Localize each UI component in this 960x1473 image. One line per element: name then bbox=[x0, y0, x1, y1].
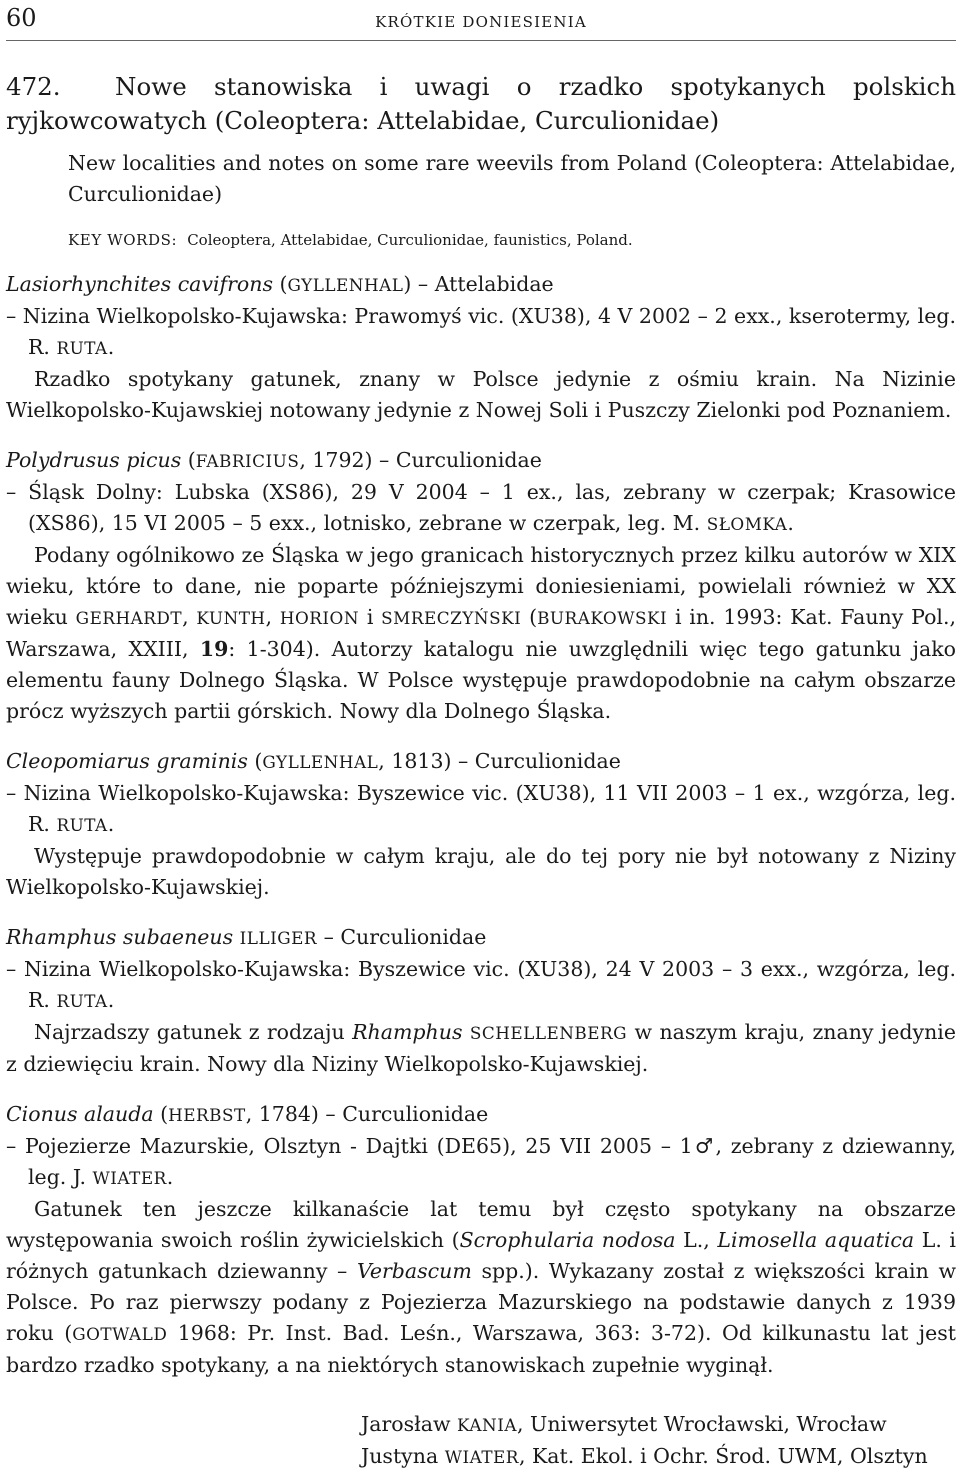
keywords-label: KEY WORDS: bbox=[68, 231, 178, 249]
species-note bbox=[6, 540, 956, 727]
species-author: GYLLENHAL bbox=[262, 752, 379, 772]
note-text: L. i różnych gatunkach dziewanny – bbox=[6, 1228, 956, 1283]
author-line bbox=[361, 1409, 956, 1441]
collector-name: SŁOMKA bbox=[706, 514, 788, 534]
collector-name: RUTA bbox=[56, 991, 108, 1011]
record-end: . bbox=[107, 335, 115, 359]
author-affiliation: , Kat. Ekol. i Ochr. Środ. UWM, Olsztyn bbox=[518, 1444, 928, 1468]
author-first-name: Jarosław bbox=[361, 1412, 458, 1436]
species-heading bbox=[6, 922, 956, 954]
cited-author: GOTWALD bbox=[72, 1324, 168, 1344]
collector-name: RUTA bbox=[56, 815, 108, 835]
cited-author: SMRECZYŃSKI bbox=[381, 608, 522, 628]
record-end: . bbox=[107, 988, 115, 1012]
record-entry bbox=[6, 477, 956, 540]
species-family: – Curculionidae bbox=[317, 925, 487, 949]
author-line bbox=[361, 1441, 956, 1473]
author-block bbox=[6, 1409, 956, 1473]
species-name: Polydrusus picus bbox=[6, 448, 182, 472]
note-text: 1968: Pr. Inst. Bad. Leśn., Warszawa, 363: 3-72). Od kilkunastu lat jest bardzo rzadko spotykany, a na niektórych stanowiskach zupełnie wyginął. bbox=[6, 1321, 957, 1377]
species-family: ) – Attelabidae bbox=[403, 272, 554, 296]
keywords-text: Coleoptera, Attelabidae, Curculionidae, faunistics, Poland. bbox=[187, 231, 633, 249]
record-text: – Nizina Wielkopolsko-Kujawska: Byszewice vic. (XU38), 11 VII 2003 – 1 ex., wzgórza, leg. R. bbox=[6, 781, 956, 836]
plant-name: Scrophularia nodosa bbox=[459, 1228, 676, 1252]
species-heading bbox=[6, 1099, 956, 1131]
species-note bbox=[6, 1194, 956, 1381]
running-title: KRÓTKIE DONIESIENIA bbox=[375, 13, 587, 31]
record-text: – Pojezierze Mazurskie, Olsztyn - Dajtki (DE65), 25 VII 2005 – 1♂, zebrany z dziewanny, leg. J. bbox=[6, 1134, 956, 1189]
header-rule bbox=[6, 40, 956, 41]
note-text: : 1-304). Autorzy katalogu nie uwzględnili więc tego gatunku jako elementu fauny Dolnego Śląska. W Polsce występuje prawdopodobnie na całym obszarze prócz wyższych partii górskich. Nowy dla Dolnego Śląska. bbox=[6, 637, 956, 723]
record-entry bbox=[6, 301, 956, 364]
title-pl-text: Nowe stanowiska i uwagi o rzadko spotykanych polskich ryjkowcowatych (Coleoptera: Attelabidae, Curculionidae) bbox=[6, 72, 956, 135]
article-title-en: New localities and notes on some rare weevils from Poland (Coleoptera: Attelabidae, Curculionidae) bbox=[68, 151, 956, 206]
author-affiliation: , Uniwersytet Wrocławski, Wrocław bbox=[517, 1412, 887, 1436]
note-text: L., bbox=[675, 1228, 718, 1252]
record-text: – Nizina Wielkopolsko-Kujawska: Prawomyś vic. (XU38), 4 V 2002 – 2 exx., kserotermy, leg. R. bbox=[6, 304, 956, 359]
heading-punct: ( bbox=[272, 272, 288, 296]
species-heading bbox=[6, 269, 956, 301]
note-text: w naszym kraju, znany jedynie z dziewięciu krain. Nowy dla Niziny Wielkopolsko-Kujawskiej. bbox=[6, 1020, 956, 1076]
record-end: . bbox=[107, 812, 115, 836]
genus-name: Rhamphus bbox=[352, 1020, 463, 1044]
collector-name: RUTA bbox=[56, 338, 108, 358]
page-number: 60 bbox=[6, 4, 37, 32]
author-last-name: WIATER bbox=[444, 1447, 519, 1467]
keywords-line bbox=[6, 230, 956, 250]
article-title-pl bbox=[6, 70, 956, 138]
species-note: Rzadko spotykany gatunek, znany w Polsce jedynie z ośmiu krain. Na Nizinie Wielkopolsko-Kujawskiej notowany jedynie z Nowej Soli i Puszczy Zielonki pod Poznaniem. bbox=[6, 367, 956, 422]
cited-author: HORION bbox=[279, 608, 360, 628]
author-last-name: KANIA bbox=[457, 1415, 518, 1435]
species-family: , 1813) – Curculionidae bbox=[378, 749, 621, 773]
record-text: – Śląsk Dolny: Lubska (XS86), 29 V 2004 – 1 ex., las, zebrany w czerpak; Krasowice (XS86), 15 VI 2005 – 5 exx., lotnisko, zebrane w czerpak, leg. M. bbox=[6, 480, 956, 535]
cited-author: KUNTH bbox=[196, 608, 266, 628]
cited-author: SCHELLENBERG bbox=[469, 1023, 628, 1043]
cited-author: BURAKOWSKI bbox=[537, 608, 668, 628]
note-text: , bbox=[265, 605, 280, 629]
note-text: i bbox=[359, 605, 382, 629]
species-family: , 1784) – Curculionidae bbox=[245, 1102, 489, 1126]
collector-name: WIATER bbox=[92, 1168, 167, 1188]
species-note bbox=[6, 1017, 956, 1080]
species-family: , 1792) – Curculionidae bbox=[299, 448, 542, 472]
species-name: Lasiorhynchites cavifrons bbox=[6, 272, 273, 296]
record-end: . bbox=[787, 511, 794, 535]
species-author: FABRICIUS bbox=[195, 451, 300, 471]
note-text: i in. 1993: Kat. Fauny Pol., Warszawa, XXIII, bbox=[6, 605, 956, 661]
article-number: 472. bbox=[6, 72, 61, 101]
author-first-name: Justyna bbox=[361, 1444, 445, 1468]
note-text: ( bbox=[521, 605, 538, 629]
note-text: spp.). Wykazany został z większości krain w Polsce. Po raz pierwszy podany z Pojezierza Mazurskiego na podstawie danych z 1939 roku ( bbox=[6, 1259, 956, 1345]
species-note: Występuje prawdopodobnie w całym kraju, ale do tej pory nie był notowany z Niziny Wielkopolsko-Kujawskiej. bbox=[6, 844, 956, 899]
article-body bbox=[6, 70, 956, 1473]
note-text bbox=[462, 1020, 469, 1044]
plant-name: Verbascum bbox=[356, 1259, 472, 1283]
species-heading bbox=[6, 445, 956, 477]
cited-author: GERHARDT bbox=[75, 608, 183, 628]
record-entry bbox=[6, 778, 956, 841]
species-name: Cionus alauda bbox=[6, 1102, 154, 1126]
record-entry bbox=[6, 1131, 956, 1194]
species-author: ILLIGER bbox=[239, 928, 318, 948]
species-name: Rhamphus subaeneus bbox=[6, 925, 234, 949]
note-text: , bbox=[182, 605, 197, 629]
note-text: Najrzadszy gatunek z rodzaju bbox=[34, 1020, 353, 1044]
heading-punct: ( bbox=[181, 448, 196, 472]
species-author: GYLLENHAL bbox=[287, 275, 404, 295]
record-entry bbox=[6, 954, 956, 1017]
note-text: Gatunek ten jeszcze kilkanaście lat temu był często spotykany na obszarze występowania swoich roślin żywicielskich ( bbox=[6, 1197, 956, 1252]
plant-name: Limosella aquatica bbox=[717, 1228, 915, 1252]
record-end: . bbox=[166, 1165, 174, 1189]
species-heading bbox=[6, 746, 956, 778]
heading-punct: ( bbox=[247, 749, 263, 773]
species-author: HERBST bbox=[168, 1105, 246, 1125]
volume-number: 19 bbox=[199, 637, 229, 661]
page-header bbox=[6, 4, 956, 34]
species-name: Cleopomiarus graminis bbox=[6, 749, 248, 773]
record-text: – Nizina Wielkopolsko-Kujawska: Byszewice vic. (XU38), 24 V 2003 – 3 exx., wzgórza, leg. R. bbox=[6, 957, 956, 1012]
note-text: Podany ogólnikowo ze Śląska w jego granicach historycznych przez kilku autorów w XIX wieku, które to dane, nie poparte późniejszymi doniesieniami, powielali również w XX wieku bbox=[6, 543, 956, 629]
heading-punct: ( bbox=[153, 1102, 169, 1126]
